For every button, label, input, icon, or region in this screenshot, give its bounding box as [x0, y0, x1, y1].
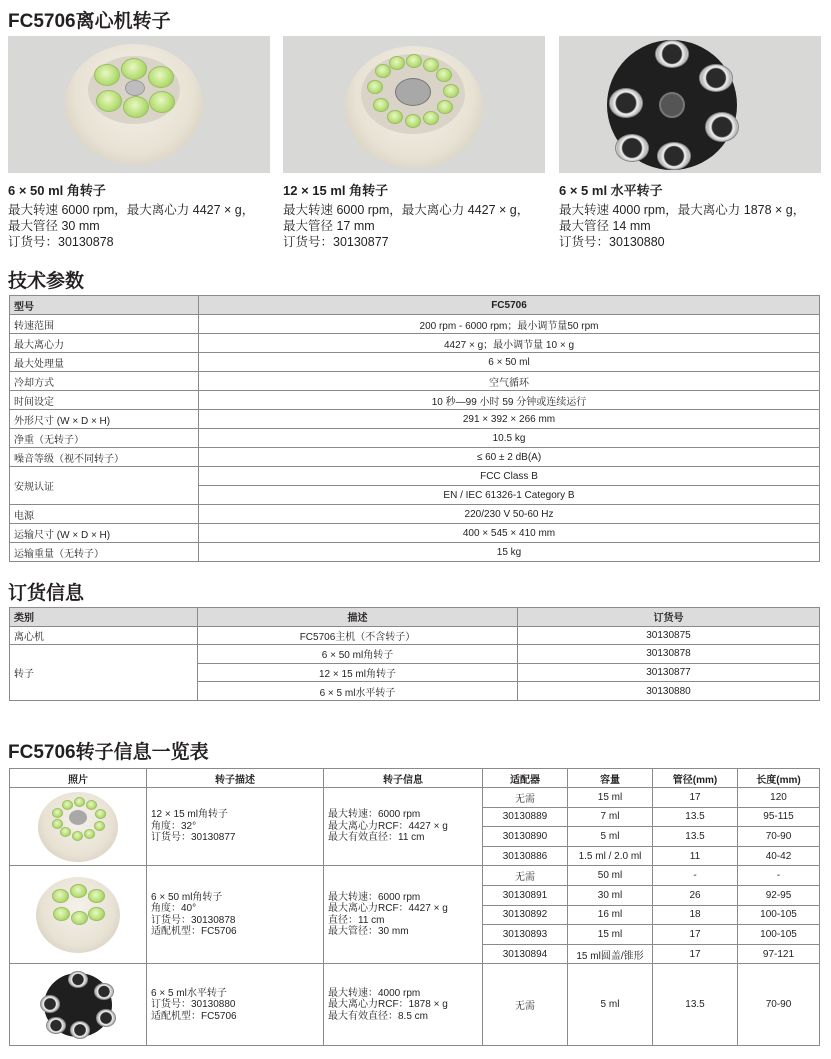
product-spec: 最大转速 6000 rpm，最大离心力 4427 × g，: [8, 203, 255, 217]
rotor-6x50-photo: [8, 36, 270, 173]
table-row: 30130892 16 ml 18 100-105: [10, 905, 820, 925]
product-order-no: 订货号：30130880: [559, 235, 665, 249]
table-header: 适配器: [483, 769, 568, 788]
table-row: 12 × 15 ml角转子 角度：32° 订货号：30130877 最大转速：6000 rpm 最大离心力RCF：4427 × g 最大有效直径：11 cm 无需 15 ml 17 120: [10, 788, 820, 808]
product-spec: 最大管径 30 mm: [8, 219, 100, 233]
table-row: 外形尺寸 (W × D × H) 291 × 392 × 266 mm: [10, 410, 820, 429]
table-header: 长度(mm): [738, 769, 820, 788]
tech-spec-table: [9, 295, 820, 562]
table-row: 30130894 15 ml圆盖/锥形 17 97-121: [10, 944, 820, 964]
section-title-overview: FC5706转子信息一览表: [8, 742, 209, 763]
table-header: 类别: [10, 608, 198, 627]
table-row: 30130886 1.5 ml / 2.0 ml 11 40-42: [10, 846, 820, 866]
table-row: 6 × 5 ml水平转子 订货号：30130880 适配机型：FC5706 最大转速：4000 rpm 最大离心力RCF：1878 × g 最大有效直径：8.5 cm 无需 5 ml 13.5 70-90: [10, 964, 820, 1046]
table-row: 30130890 5 ml 13.5 70-90: [10, 827, 820, 847]
product-order-no: 订货号：30130878: [8, 235, 114, 249]
table-row: 运输重量（无转子） 15 kg: [10, 543, 820, 562]
table-row: 安规认证 FCC Class B: [10, 467, 820, 486]
table-row: 噪音等级（视不同转子） ≤ 60 ± 2 dB(A): [10, 448, 820, 467]
table-row: 30130893 15 ml 17 100-105: [10, 925, 820, 945]
table-row: 时间设定 10 秒—99 小时 59 分钟或连续运行: [10, 391, 820, 410]
table-row: 离心机 FC5706主机（不含转子） 30130875: [10, 626, 820, 645]
section-title-tech: 技术参数: [8, 271, 85, 292]
table-header: 照片: [10, 769, 147, 788]
product-spec: 最大管径 17 mm: [283, 219, 375, 233]
page-title: FC5706离心机转子: [8, 11, 171, 32]
order-table: [9, 607, 820, 701]
product-spec: 最大转速 4000 rpm，最大离心力 1878 × g，: [559, 203, 806, 217]
product-card: [559, 36, 821, 250]
rotor-12x15-thumb: [10, 788, 147, 866]
rotor-6x5-swing-photo: [559, 36, 821, 173]
table-row: 12 × 15 ml角转子 30130877: [10, 663, 820, 682]
product-name: 12 × 15 ml 角转子: [283, 183, 389, 198]
table-row: 净重（无转子） 10.5 kg: [10, 429, 820, 448]
rotor-6x5-swing-thumb: [10, 964, 147, 1046]
rotor-overview-table: [9, 768, 820, 1046]
product-card: [283, 36, 545, 250]
table-header: 型号: [10, 296, 199, 315]
table-row: 转速范围 200 rpm - 6000 rpm；最小调节量50 rpm: [10, 315, 820, 334]
table-header: FC5706: [199, 296, 820, 315]
table-header: 容量: [568, 769, 653, 788]
product-spec: 最大转速 6000 rpm，最大离心力 4427 × g，: [283, 203, 530, 217]
table-row: 6 × 50 ml角转子 角度：40° 订货号：30130878 适配机型：FC5706 最大转速：6000 rpm 最大离心力RCF：4427 × g 直径：11 cm 最大管径：30 mm 无需 50 ml - -: [10, 866, 820, 886]
rotor-6x50-thumb: [10, 866, 147, 964]
table-row: 30130891 30 ml 26 92-95: [10, 885, 820, 905]
table-header: 订货号: [518, 608, 820, 627]
rotor-12x15-photo: [283, 36, 545, 173]
table-header: 描述: [198, 608, 518, 627]
table-row: 最大离心力 4427 × g；最小调节量 10 × g: [10, 334, 820, 353]
product-name: 6 × 5 ml 水平转子: [559, 183, 663, 198]
table-row: 30130889 7 ml 13.5 95-115: [10, 807, 820, 827]
product-order-no: 订货号：30130877: [283, 235, 389, 249]
table-row: 电源 220/230 V 50-60 Hz: [10, 505, 820, 524]
table-row: 运输尺寸 (W × D × H) 400 × 545 × 410 mm: [10, 524, 820, 543]
table-row: 转子 6 × 50 ml角转子 30130878: [10, 645, 820, 664]
table-row: 冷却方式 空气循环: [10, 372, 820, 391]
table-row: EN / IEC 61326-1 Category B: [10, 486, 820, 505]
product-spec: 最大管径 14 mm: [559, 219, 651, 233]
product-name: 6 × 50 ml 角转子: [8, 183, 106, 198]
table-header: 转子信息: [324, 769, 483, 788]
section-title-order: 订货信息: [8, 583, 85, 604]
table-header: 管径(mm): [653, 769, 738, 788]
table-row: 6 × 5 ml水平转子 30130880: [10, 682, 820, 701]
table-row: 最大处理量 6 × 50 ml: [10, 353, 820, 372]
product-card: [8, 36, 270, 250]
table-header: 转子描述: [147, 769, 324, 788]
